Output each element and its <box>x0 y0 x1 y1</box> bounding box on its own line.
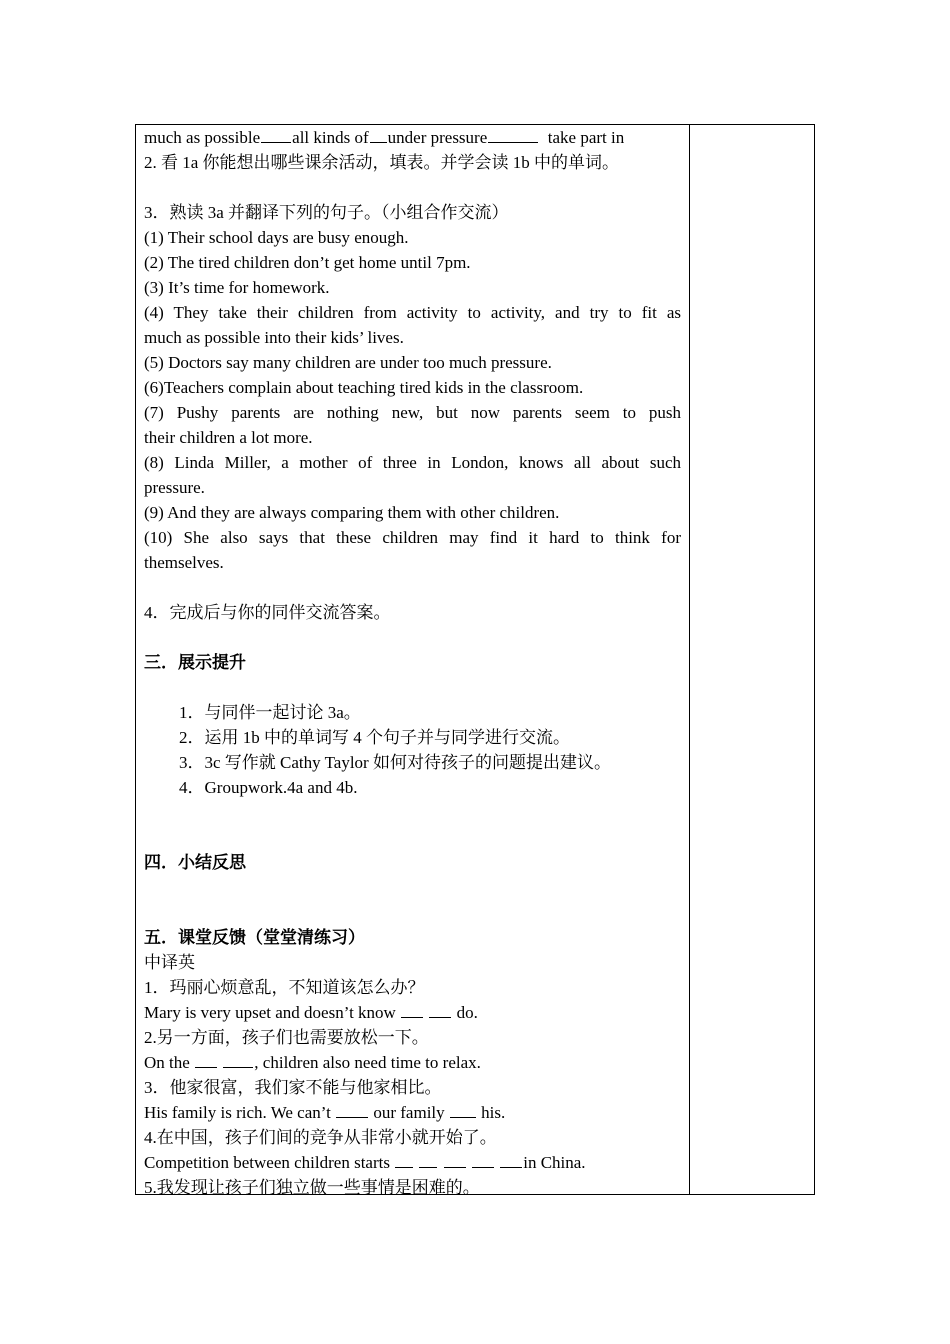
main-content-cell <box>144 125 681 1200</box>
blank <box>488 125 538 143</box>
item-4: 4．完成后与你的同伴交流答案。 <box>144 603 391 622</box>
section-3-item: 4．Groupwork.4a and 4b. <box>179 778 358 797</box>
section-3-heading: 三．展示提升 <box>144 653 246 672</box>
lesson-table <box>135 124 815 1195</box>
section-3-item: 1．与同伴一起讨论 3a。 <box>179 703 361 722</box>
sentence-5: (5) Doctors say many children are under too much pressure. <box>144 353 552 372</box>
section-3-item: 2．运用 1b 中的单词写 4 个句子并与同学进行交流。 <box>179 728 570 747</box>
blank <box>429 1000 451 1018</box>
question-4-chinese: 4.在中国，孩子们间的竞争从非常小就开始了。 <box>144 1128 497 1147</box>
blank <box>500 1150 522 1168</box>
item-2: 2. 看 1a 你能想出哪些课余活动，填表。并学会读 1b 中的单词。 <box>144 153 620 172</box>
sentence-1: (1) Their school days are busy enough. <box>144 228 409 247</box>
section-4-heading: 四．小结反思 <box>144 853 246 872</box>
vocab-line <box>144 125 681 150</box>
sentence-6: (6)Teachers complain about teaching tired kids in the classroom. <box>144 378 584 397</box>
sentence-9: (9) And they are always comparing them with other children. <box>144 503 560 522</box>
vocab-phrase: under pressure <box>387 128 488 147</box>
question-5-chinese: 5.我发现让孩子们独立做一些事情是困难的。 <box>144 1178 480 1197</box>
section-5-subheading: 中译英 <box>144 953 195 972</box>
sentence-3: (3) It’s time for homework. <box>144 278 330 297</box>
sentence-8-line-1: (8) Linda Miller, a mother of three in London, knows all about such <box>144 453 681 472</box>
question-2-english: On the , children also need time to relax. <box>144 1050 681 1075</box>
sentence-10-line-1: (10) She also says that these children may find it hard to think for <box>144 528 681 547</box>
blank <box>370 125 387 143</box>
question-1-english: Mary is very upset and doesn’t know do. <box>144 1000 681 1025</box>
question-3-chinese: 3．他家很富，我们家不能与他家相比。 <box>144 1078 442 1097</box>
blank <box>195 1050 217 1068</box>
blank <box>336 1100 368 1118</box>
column-divider <box>689 125 690 1194</box>
sentence-4-line-1: (4) They take their children from activity to activity, and try to fit as <box>144 303 681 322</box>
blank <box>419 1150 437 1168</box>
question-4-english: Competition between children starts in China. <box>144 1150 681 1175</box>
item-3-title: 3．熟读 3a 并翻译下列的句子。（小组合作交流） <box>144 203 509 222</box>
blank <box>401 1000 423 1018</box>
section-5-heading: 五．课堂反馈（堂堂清练习） <box>144 928 365 947</box>
vocab-phrase: all kinds of <box>292 128 369 147</box>
question-1-chinese: 1．玛丽心烦意乱，不知道该怎么办？ <box>144 978 425 997</box>
sentence-2: (2) The tired children don’t get home until 7pm. <box>144 253 471 272</box>
sentence-8-line-2: pressure. <box>144 478 205 497</box>
sentence-7-line-2: their children a lot more. <box>144 428 313 447</box>
question-2-chinese: 2.另一方面，孩子们也需要放松一下。 <box>144 1028 429 1047</box>
section-3-item: 3．3c 写作就 Cathy Taylor 如何对待孩子的问题提出建议。 <box>179 753 611 772</box>
sentence-10-line-2: themselves. <box>144 553 224 572</box>
blank <box>472 1150 494 1168</box>
blank <box>444 1150 466 1168</box>
blank <box>395 1150 413 1168</box>
blank <box>223 1050 253 1068</box>
sentence-7-line-1: (7) Pushy parents are nothing new, but now parents seem to push <box>144 403 681 422</box>
vocab-phrase: much as possible <box>144 128 261 147</box>
sentence-4-line-2: much as possible into their kids’ lives. <box>144 328 404 347</box>
question-3-english: His family is rich. We can’t our family his. <box>144 1100 681 1125</box>
vocab-phrase: take part in <box>547 128 625 147</box>
blank <box>450 1100 476 1118</box>
blank <box>261 125 291 143</box>
